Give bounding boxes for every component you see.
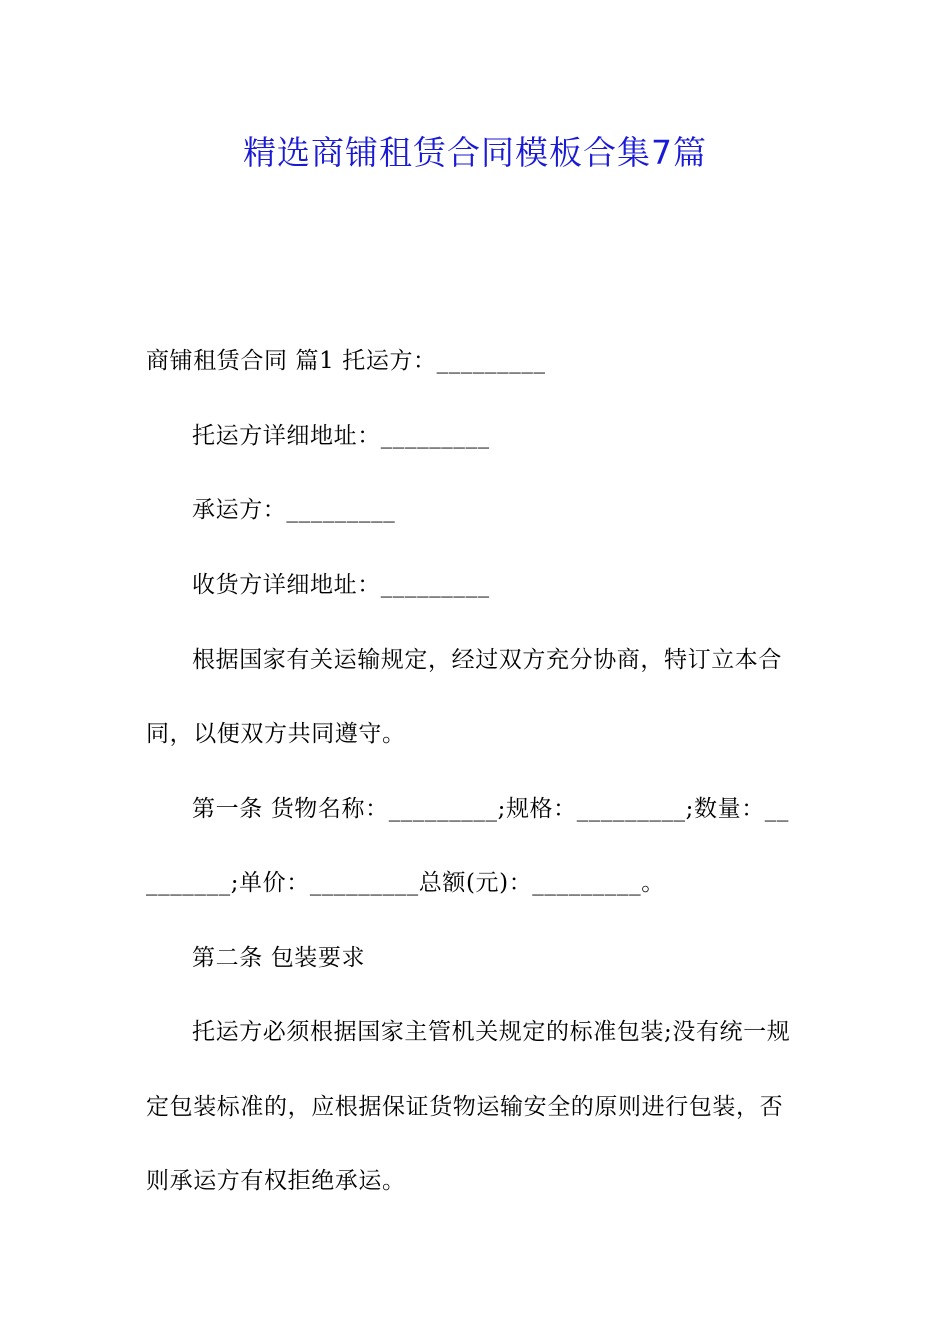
paragraph-line: 同，以便双方共同遵守。 — [146, 721, 406, 747]
consignee-address-line: 收货方详细地址：_________ — [192, 572, 490, 598]
section-heading-line: 商铺租赁合同 篇1 托运方：_________ — [146, 348, 546, 374]
article-one-continued-line: _______;单价：_________总额(元)：_________。 — [146, 870, 665, 896]
paragraph-line: 定包装标准的，应根据保证货物运输安全的原则进行包装，否 — [146, 1094, 784, 1120]
paragraph-line: 托运方必须根据国家主管机关规定的标准包装;没有统一规 — [192, 1019, 791, 1045]
carrier-line: 承运方：_________ — [192, 497, 396, 523]
paragraph-line: 根据国家有关运输规定，经过双方充分协商，特订立本合 — [192, 647, 782, 673]
article-one-line: 第一条 货物名称：_________;规格：_________;数量：__ — [192, 796, 790, 822]
article-two-heading-line: 第二条 包装要求 — [192, 945, 366, 971]
document-title: 精选商铺租赁合同模板合集7篇 — [243, 133, 707, 172]
shipper-address-line: 托运方详细地址：_________ — [192, 423, 490, 449]
paragraph-line: 则承运方有权拒绝承运。 — [146, 1168, 406, 1194]
